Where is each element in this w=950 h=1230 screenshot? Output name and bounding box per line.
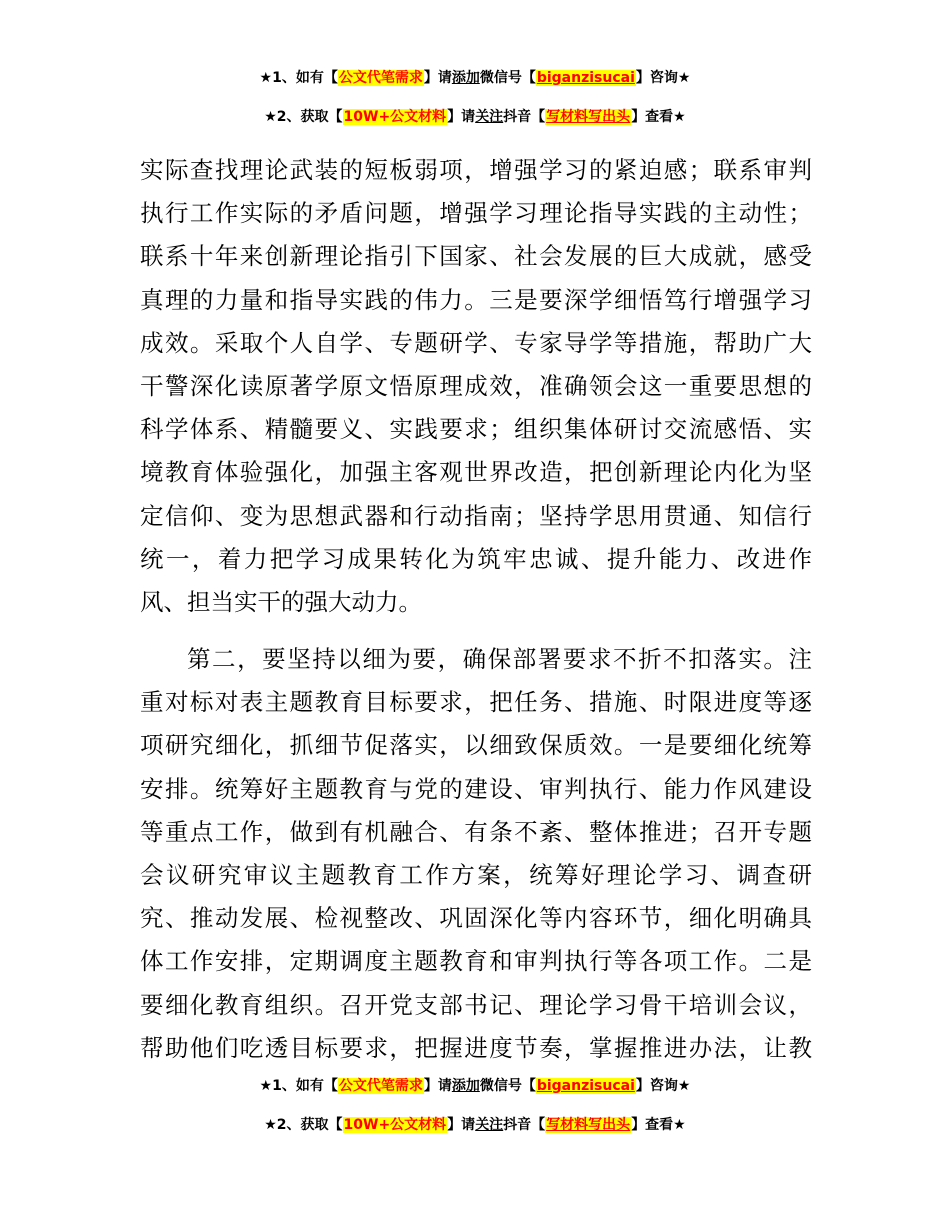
paragraph-line: 究、推动发展、检视整改、巩固深化等内容环节，细化明确具: [140, 904, 812, 933]
banner-2-underlined: 关注: [475, 109, 504, 125]
banner-1-mid1: 】请: [423, 1078, 452, 1094]
paragraph-line: 联系十年来创新理论指引下国家、社会发展的巨大成就，感受: [140, 242, 812, 271]
banner-1-prefix: ★1、如有【: [259, 1078, 338, 1094]
paragraph-line: 等重点工作，做到有机融合、有条不紊、整体推进；召开专题: [140, 817, 812, 846]
banner-2-highlight-douyin: 写材料写出头: [546, 1117, 631, 1133]
paragraph-line: 体工作安排，定期调度主题教育和审判执行等各项工作。二是: [140, 947, 812, 976]
banner-1-prefix: ★1、如有【: [259, 70, 338, 86]
paragraph-line: 统一，着力把学习成果转化为筑牢忠诚、提升能力、改进作: [140, 544, 812, 573]
banner-2-highlight-materials: 10W+公文材料: [343, 109, 447, 125]
paragraph-line: 真理的力量和指导实践的伟力。三是要深学细悟笃行增强学习: [140, 285, 812, 314]
banner-2-suffix: 】查看★: [631, 109, 686, 125]
banner-1-underlined: 添加: [451, 1078, 480, 1094]
banner-1-highlight-wechat: biganzisucai: [536, 1078, 635, 1094]
banner-1-highlight-wechat: biganzisucai: [536, 70, 635, 86]
header-banner-2: [0, 107, 950, 127]
footer-banner-2: [0, 1115, 950, 1135]
paragraph-line: 科学体系、精髓要义、实践要求；组织集体研讨交流感悟、实: [140, 415, 812, 444]
body-paragraph-1: [140, 149, 812, 624]
banner-1-mid2: 微信号【: [479, 70, 536, 86]
banner-1-highlight-service: 公文代笔需求: [338, 1078, 423, 1094]
body-paragraph-2: [140, 638, 812, 1070]
paragraph-line: 干警深化读原著学原文悟原理成效，准确领会这一重要思想的: [140, 372, 812, 401]
banner-1-mid1: 】请: [423, 70, 452, 86]
paragraph-line: 项研究细化，抓细节促落实，以细致保质效。一是要细化统筹: [140, 731, 812, 760]
banner-2-highlight-materials: 10W+公文材料: [343, 1117, 447, 1133]
banner-2-prefix: ★2、获取【: [264, 109, 343, 125]
paragraph-line: 会议研究审议主题教育工作方案，统筹好理论学习、调查研: [140, 861, 812, 890]
paragraph-line: 要细化教育组织。召开党支部书记、理论学习骨干培训会议，: [140, 990, 812, 1019]
paragraph-line: 境教育体验强化，加强主客观世界改造，把创新理论内化为坚: [140, 458, 812, 487]
banner-2-mid2: 抖音【: [503, 109, 546, 125]
paragraph-line: 执行工作实际的矛盾问题，增强学习理论指导实践的主动性；: [140, 199, 812, 228]
banner-2-mid1: 】请: [447, 1117, 476, 1133]
paragraph-line: 成效。采取个人自学、专题研学、专家导学等措施，帮助广大: [140, 328, 812, 357]
banner-2-suffix: 】查看★: [631, 1117, 686, 1133]
banner-2-prefix: ★2、获取【: [264, 1117, 343, 1133]
header-banner-1: [0, 68, 950, 88]
banner-1-suffix: 】咨询★: [635, 1078, 691, 1094]
banner-1-highlight-service: 公文代笔需求: [338, 70, 423, 86]
banner-1-suffix: 】咨询★: [635, 70, 691, 86]
footer-banner-1: [0, 1076, 950, 1096]
paragraph-line: 实际查找理论武装的短板弱项，增强学习的紧迫感；联系审判: [140, 156, 812, 184]
paragraph-line: 风、担当实干的强大动力。: [140, 588, 422, 617]
banner-1-mid2: 微信号【: [479, 1078, 536, 1094]
banner-2-mid2: 抖音【: [503, 1117, 546, 1133]
paragraph-line: 定信仰、变为思想武器和行动指南；坚持学思用贯通、知信行: [140, 501, 812, 530]
paragraph-line: 第二，要坚持以细为要，确保部署要求不折不扣落实。注: [187, 645, 812, 673]
banner-2-highlight-douyin: 写材料写出头: [546, 109, 631, 125]
paragraph-line: 安排。统筹好主题教育与党的建设、审判执行、能力作风建设: [140, 774, 812, 803]
banner-2-mid1: 】请: [447, 109, 476, 125]
banner-2-underlined: 关注: [475, 1117, 504, 1133]
banner-1-underlined: 添加: [451, 70, 480, 86]
paragraph-line: 帮助他们吃透目标要求，把握进度节奏，掌握推进办法，让教: [140, 1033, 812, 1062]
paragraph-line: 重对标对表主题教育目标要求，把任务、措施、时限进度等逐: [140, 688, 812, 717]
